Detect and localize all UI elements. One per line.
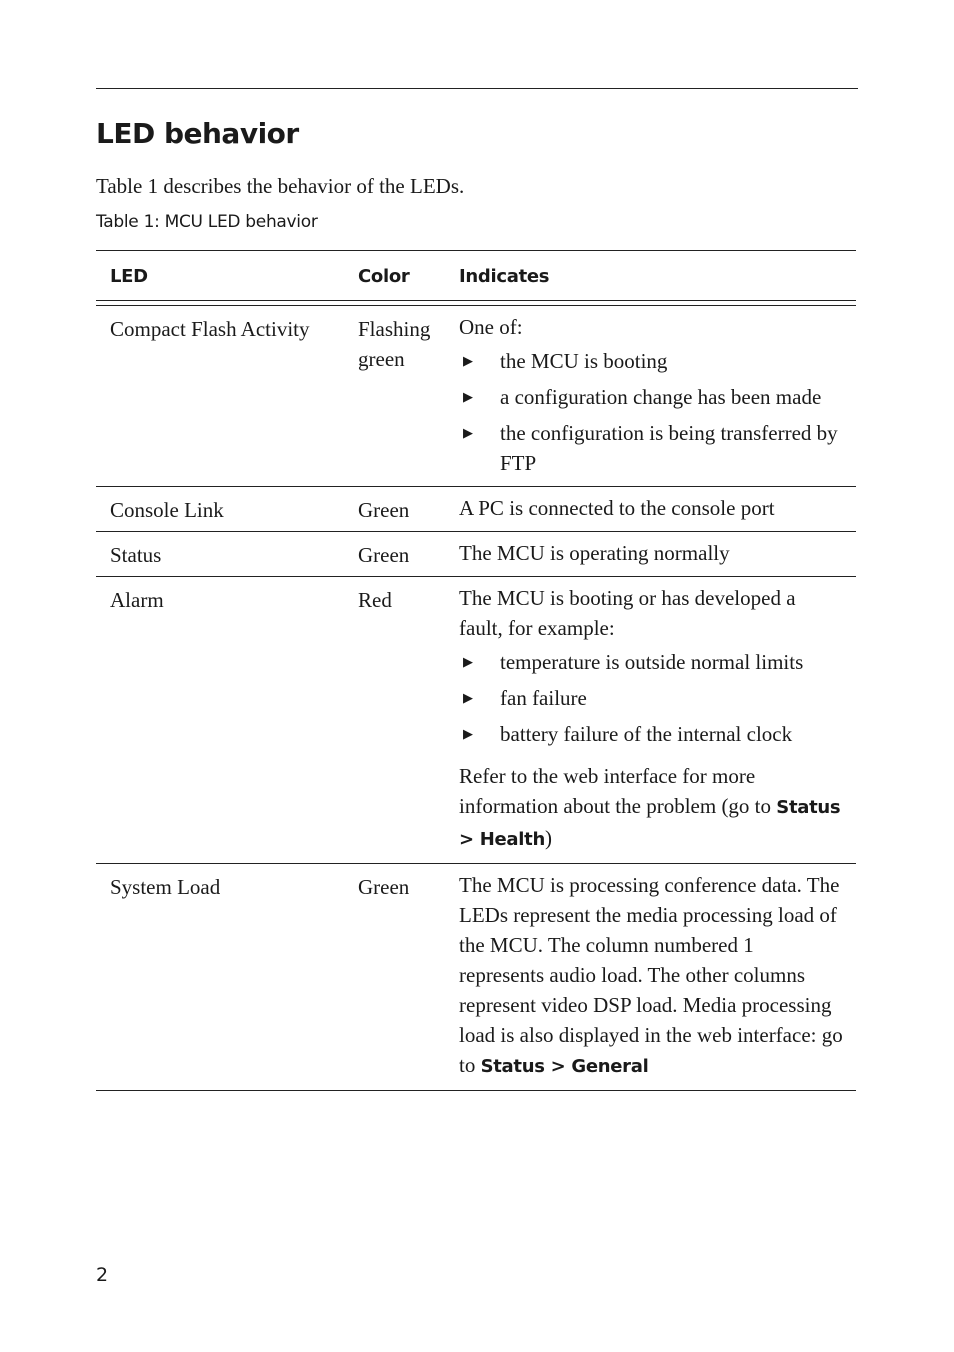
indicates-lead bbox=[459, 870, 844, 1082]
cell-indicates bbox=[459, 532, 844, 576]
cell-indicates bbox=[459, 864, 844, 1090]
cell-led: Status bbox=[110, 543, 162, 567]
indicates-lead: The MCU is operating normally bbox=[459, 541, 730, 565]
cell-indicates bbox=[459, 577, 844, 863]
cell-led: Alarm bbox=[110, 588, 164, 612]
note-end: ) bbox=[544, 826, 552, 850]
list-item bbox=[459, 683, 844, 713]
top-rule bbox=[96, 88, 858, 89]
bullet-arrow-icon: ▶ bbox=[463, 353, 473, 368]
bullet-arrow-icon: ▶ bbox=[463, 425, 473, 440]
bullet-list bbox=[459, 346, 844, 478]
list-item bbox=[459, 382, 844, 412]
header-color: Color bbox=[358, 266, 410, 287]
cell-color: Green bbox=[358, 543, 410, 567]
menu-path: Status > General bbox=[480, 1056, 649, 1077]
list-item bbox=[459, 418, 844, 478]
list-item-text: battery failure of the internal clock bbox=[500, 722, 793, 746]
section-heading: LED behavior bbox=[96, 117, 299, 150]
cell-indicates bbox=[459, 487, 844, 531]
cell-indicates bbox=[459, 306, 844, 486]
table-row bbox=[96, 306, 856, 487]
table-caption: Table 1: MCU LED behavior bbox=[96, 212, 318, 232]
list-item-text: the MCU is booting bbox=[500, 349, 668, 373]
cell-led: Compact Flash Activity bbox=[110, 317, 310, 341]
list-item-text: the configuration is being transferred by FTP bbox=[500, 421, 838, 475]
table-row bbox=[96, 577, 856, 864]
cell-led: Console Link bbox=[110, 498, 224, 522]
table-row bbox=[96, 487, 856, 532]
table-row bbox=[96, 532, 856, 577]
cell-color: Green bbox=[358, 498, 410, 522]
list-item-text: temperature is outside normal limits bbox=[500, 650, 804, 674]
menu-path: Status > Health bbox=[459, 797, 841, 850]
list-item bbox=[459, 647, 844, 677]
list-item-text: fan failure bbox=[500, 686, 587, 710]
intro-text: Table 1 describes the behavior of the LEDs. bbox=[96, 174, 465, 198]
lead-text: The MCU is processing conference data. The LEDs represent the media processing load of the MCU. The column numbered 1 represents audio load. The other columns represent video DSP load. Media processing load is also displayed in the web interface: go to bbox=[459, 873, 843, 1077]
table-header-row bbox=[96, 251, 856, 300]
bullet-arrow-icon: ▶ bbox=[463, 726, 473, 741]
indicates-lead: A PC is connected to the console port bbox=[459, 496, 775, 520]
bullet-list bbox=[459, 647, 844, 749]
bullet-arrow-icon: ▶ bbox=[463, 654, 473, 669]
table-row bbox=[96, 864, 856, 1091]
cell-color: Red bbox=[358, 588, 392, 612]
led-behavior-table bbox=[96, 250, 856, 1091]
indicates-lead: The MCU is booting or has developed a fault, for example: bbox=[459, 586, 796, 640]
list-item-text: a configuration change has been made bbox=[500, 385, 822, 409]
bullet-arrow-icon: ▶ bbox=[463, 690, 473, 705]
header-indicates: Indicates bbox=[459, 266, 550, 287]
cell-color: Flashing green bbox=[358, 317, 431, 371]
cell-color: Green bbox=[358, 875, 410, 899]
cell-led: System Load bbox=[110, 875, 221, 899]
header-led: LED bbox=[110, 266, 148, 287]
list-item bbox=[459, 346, 844, 376]
bullet-arrow-icon: ▶ bbox=[463, 389, 473, 404]
list-item bbox=[459, 719, 844, 749]
indicates-lead: One of: bbox=[459, 315, 523, 339]
page-number: 2 bbox=[96, 1264, 109, 1286]
indicates-note bbox=[459, 761, 844, 855]
note-text: Refer to the web interface for more information about the problem (go to bbox=[459, 764, 777, 818]
